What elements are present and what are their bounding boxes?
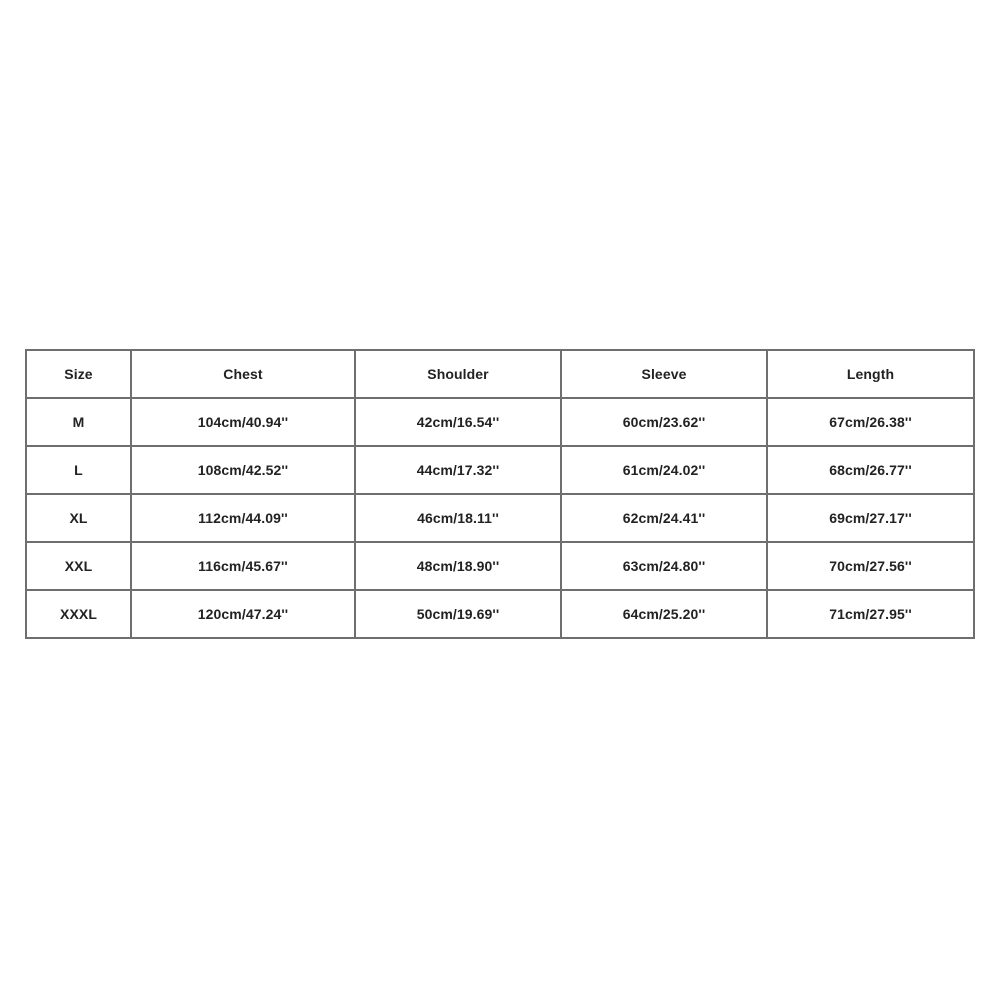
header-shoulder: Shoulder: [355, 350, 561, 398]
table-row: [26, 542, 974, 590]
chest-cell: 108cm/42.52'': [131, 446, 355, 494]
sleeve-cell: 63cm/24.80'': [561, 542, 767, 590]
size-cell: XXXL: [26, 590, 131, 638]
table-row: [26, 590, 974, 638]
length-cell: 67cm/26.38'': [767, 398, 974, 446]
chest-cell: 112cm/44.09'': [131, 494, 355, 542]
shoulder-cell: 44cm/17.32'': [355, 446, 561, 494]
table-header-row: [26, 350, 974, 398]
length-cell: 70cm/27.56'': [767, 542, 974, 590]
sleeve-cell: 61cm/24.02'': [561, 446, 767, 494]
shoulder-cell: 50cm/19.69'': [355, 590, 561, 638]
shoulder-cell: 46cm/18.11'': [355, 494, 561, 542]
header-size: Size: [26, 350, 131, 398]
shoulder-cell: 48cm/18.90'': [355, 542, 561, 590]
shoulder-cell: 42cm/16.54'': [355, 398, 561, 446]
size-cell: XL: [26, 494, 131, 542]
chest-cell: 116cm/45.67'': [131, 542, 355, 590]
length-cell: 71cm/27.95'': [767, 590, 974, 638]
sleeve-cell: 62cm/24.41'': [561, 494, 767, 542]
header-length: Length: [767, 350, 974, 398]
size-cell: M: [26, 398, 131, 446]
table-row: [26, 494, 974, 542]
sleeve-cell: 64cm/25.20'': [561, 590, 767, 638]
sleeve-cell: 60cm/23.62'': [561, 398, 767, 446]
size-chart-table: [25, 349, 975, 639]
table-row: [26, 446, 974, 494]
chest-cell: 120cm/47.24'': [131, 590, 355, 638]
length-cell: 69cm/27.17'': [767, 494, 974, 542]
length-cell: 68cm/26.77'': [767, 446, 974, 494]
chest-cell: 104cm/40.94'': [131, 398, 355, 446]
size-cell: XXL: [26, 542, 131, 590]
table-row: [26, 398, 974, 446]
header-sleeve: Sleeve: [561, 350, 767, 398]
size-cell: L: [26, 446, 131, 494]
header-chest: Chest: [131, 350, 355, 398]
